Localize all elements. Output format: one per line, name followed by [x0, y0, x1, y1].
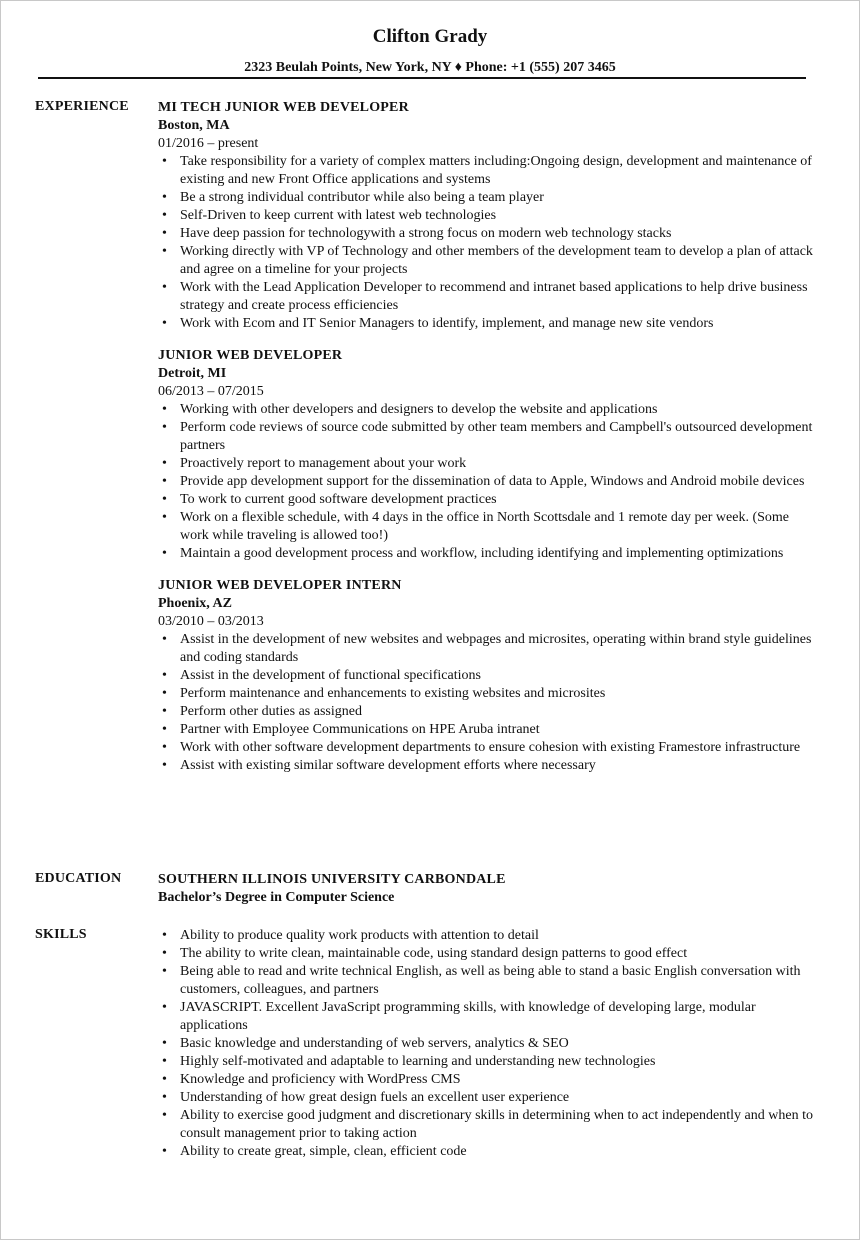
job-duty: • Self-Driven to keep current with latest web technologies — [158, 207, 820, 225]
job-dates: 01/2016 – present — [158, 136, 259, 151]
job-duties-list — [158, 401, 820, 563]
job-duties-list — [158, 631, 820, 775]
skill-item: • Being able to read and write technical English, as well as being able to stand a basic English conversation with customers, colleagues, and partners — [158, 963, 820, 999]
skill-item: • Highly self-motivated and adaptable to learning and understanding new technologies — [158, 1053, 820, 1071]
job-title: MI TECH JUNIOR WEB DEVELOPER — [158, 100, 409, 115]
job-duty: • Have deep passion for technologywith a strong focus on modern web technology stacks — [158, 225, 820, 243]
job-title: JUNIOR WEB DEVELOPER — [158, 348, 343, 363]
experience-section — [35, 99, 820, 789]
job-entry — [158, 577, 820, 775]
education-body — [158, 871, 820, 907]
job-entry — [158, 347, 820, 563]
job-duty: • Assist in the development of functional specifications — [158, 667, 820, 685]
degree-name: Bachelor’s Degree in Computer Science — [158, 890, 395, 905]
job-duty: • Perform code reviews of source code submitted by other team members and Campbell's outsourced development partners — [158, 419, 820, 455]
school-name: SOUTHERN ILLINOIS UNIVERSITY CARBONDALE — [158, 872, 506, 887]
skills-body — [158, 927, 820, 1161]
job-duty: • Work on a flexible schedule, with 4 days in the office in North Scottsdale and 1 remote day per week. (Some work while traveling is allowed too!) — [158, 509, 820, 545]
job-dates: 06/2013 – 07/2015 — [158, 384, 264, 399]
job-entry — [158, 99, 820, 333]
job-dates: 03/2010 – 03/2013 — [158, 614, 264, 629]
skill-item: • Basic knowledge and understanding of web servers, analytics & SEO — [158, 1035, 820, 1053]
job-location: Phoenix, AZ — [158, 596, 232, 611]
header-divider — [38, 77, 806, 79]
job-location: Detroit, MI — [158, 366, 227, 381]
job-duty: • Partner with Employee Communications on HPE Aruba intranet — [158, 721, 820, 739]
job-title: JUNIOR WEB DEVELOPER INTERN — [158, 578, 402, 593]
skill-item: • Knowledge and proficiency with WordPress CMS — [158, 1071, 820, 1089]
skill-item: • Ability to produce quality work products with attention to detail — [158, 927, 820, 945]
skills-section — [35, 927, 820, 1161]
job-duties-list — [158, 153, 820, 333]
job-location: Boston, MA — [158, 118, 230, 133]
job-duty: • Perform other duties as assigned — [158, 703, 820, 721]
job-duty: • Maintain a good development process and workflow, including identifying and implementing optimizations — [158, 545, 820, 563]
skill-item: • JAVASCRIPT. Excellent JavaScript programming skills, with knowledge of developing large, modular applications — [158, 999, 820, 1035]
skill-item: • Understanding of how great design fuels an excellent user experience — [158, 1089, 820, 1107]
job-duty: • Proactively report to management about your work — [158, 455, 820, 473]
education-section — [35, 871, 820, 907]
contact-line: 2323 Beulah Points, New York, NY ♦ Phone: +1 (555) 207 3465 — [244, 60, 616, 75]
job-duty: • To work to current good software development practices — [158, 491, 820, 509]
job-duty: • Work with Ecom and IT Senior Managers to identify, implement, and manage new site vendors — [158, 315, 820, 333]
skill-item: • Ability to create great, simple, clean, efficient code — [158, 1143, 820, 1161]
skill-item: • The ability to write clean, maintainable code, using standard design patterns to good effect — [158, 945, 820, 963]
skills-heading: SKILLS — [35, 927, 87, 942]
job-duty: • Perform maintenance and enhancements to existing websites and microsites — [158, 685, 820, 703]
job-duty: • Work with other software development departments to ensure cohesion with existing Framestore infrastructure — [158, 739, 820, 757]
job-duty: • Provide app development support for the dissemination of data to Apple, Windows and Android mobile devices — [158, 473, 820, 491]
experience-heading: EXPERIENCE — [35, 99, 129, 114]
experience-body — [158, 99, 820, 775]
job-duty: • Be a strong individual contributor while also being a team player — [158, 189, 820, 207]
job-duty: • Working with other developers and designers to develop the website and applications — [158, 401, 820, 419]
job-duty: • Assist in the development of new websites and webpages and microsites, operating within brand style guidelines and coding standards — [158, 631, 820, 667]
job-duty: • Work with the Lead Application Developer to recommend and intranet based applications to help drive business strategy and create process efficiencies — [158, 279, 820, 315]
job-duty: • Assist with existing similar software development efforts where necessary — [158, 757, 820, 775]
skills-list — [158, 927, 820, 1161]
education-heading: EDUCATION — [35, 871, 122, 886]
job-duty: • Working directly with VP of Technology and other members of the development team to develop a plan of attack and agree on a timeline for your projects — [158, 243, 820, 279]
skill-item: • Ability to exercise good judgment and discretionary skills in determining when to act independently and when to consult management prior to taking action — [158, 1107, 820, 1143]
candidate-name: Clifton Grady — [372, 26, 488, 47]
job-duty: • Take responsibility for a variety of complex matters including:Ongoing design, development and maintenance of existing and new Front Office applications and systems — [158, 153, 820, 189]
